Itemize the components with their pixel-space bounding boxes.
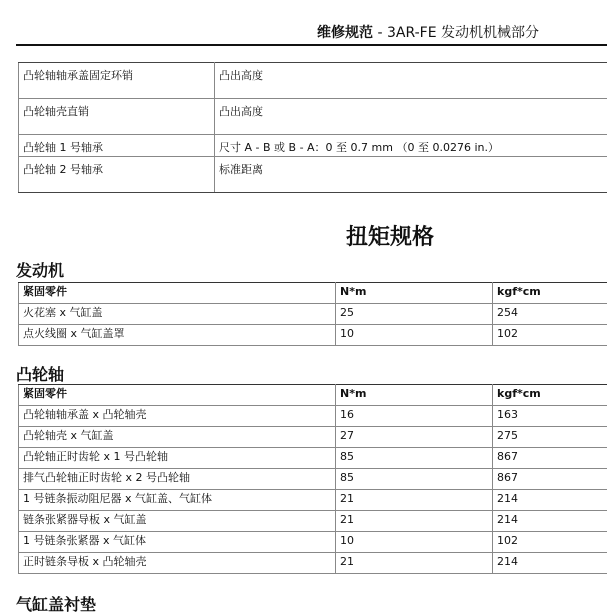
- spec-part: 凸轮轴壳直销: [19, 99, 215, 135]
- table-row: [19, 490, 607, 511]
- table-row: [19, 63, 607, 99]
- cell-nm: 10: [336, 532, 493, 553]
- header-title: 维修规范: [317, 25, 373, 41]
- column-header-part: 紧固零件: [19, 283, 336, 304]
- cell-nm: 27: [336, 427, 493, 448]
- cutoff-section-title: 气缸盖衬垫: [16, 592, 96, 615]
- cell-kgf: 254: [493, 304, 607, 325]
- cell-part: 火花塞 x 气缸盖: [19, 304, 336, 325]
- spec-table: [18, 62, 607, 193]
- table-row: [19, 448, 607, 469]
- page-header: [317, 22, 539, 42]
- cell-kgf: 214: [493, 553, 607, 574]
- cell-nm: 16: [336, 406, 493, 427]
- group-title-engine: 发动机: [16, 258, 64, 281]
- cell-nm: 21: [336, 553, 493, 574]
- table-row: [19, 532, 607, 553]
- spec-part: 凸轮轴 2 号轴承: [19, 157, 215, 193]
- spec-value: 标准距离: [215, 157, 607, 193]
- cell-part: 链条张紧器导板 x 气缸盖: [19, 511, 336, 532]
- cell-part: 凸轮轴轴承盖 x 凸轮轴壳: [19, 406, 336, 427]
- table-row: [19, 427, 607, 448]
- cell-part: 凸轮轴壳 x 气缸盖: [19, 427, 336, 448]
- table-header-row: [19, 283, 607, 304]
- spec-value: 凸出高度: [215, 99, 607, 135]
- cell-nm: 85: [336, 469, 493, 490]
- column-header-kgf: kgf*cm: [493, 385, 607, 406]
- cell-kgf: 102: [493, 325, 607, 346]
- table-row: [19, 99, 607, 135]
- cell-kgf: 275: [493, 427, 607, 448]
- table-row: [19, 325, 607, 346]
- spec-part: 凸轮轴轴承盖固定环销: [19, 63, 215, 99]
- cell-nm: 85: [336, 448, 493, 469]
- column-header-kgf: kgf*cm: [493, 283, 607, 304]
- torque-table-engine: [18, 282, 607, 346]
- cell-part: 点火线圈 x 气缸盖罩: [19, 325, 336, 346]
- torque-table-camshaft: [18, 384, 607, 574]
- cell-part: 凸轮轴正时齿轮 x 1 号凸轮轴: [19, 448, 336, 469]
- cell-kgf: 867: [493, 469, 607, 490]
- table-row: [19, 553, 607, 574]
- table-header-row: [19, 385, 607, 406]
- header-rule: [16, 44, 607, 46]
- cell-nm: 21: [336, 490, 493, 511]
- table-row: [19, 469, 607, 490]
- cell-part: 1 号链条振动阻尼器 x 气缸盖、气缸体: [19, 490, 336, 511]
- cell-part: 1 号链条张紧器 x 气缸体: [19, 532, 336, 553]
- cell-part: 正时链条导板 x 凸轮轴壳: [19, 553, 336, 574]
- table-row: [19, 304, 607, 325]
- table-row: [19, 511, 607, 532]
- cell-part: 排气凸轮轴正时齿轮 x 2 号凸轮轴: [19, 469, 336, 490]
- spec-value: 尺寸 A - B 或 B - A：0 至 0.7 mm （0 至 0.0276 in.）: [215, 135, 607, 157]
- cell-kgf: 102: [493, 532, 607, 553]
- group-title-camshaft: 凸轮轴: [16, 362, 64, 385]
- table-row: [19, 135, 607, 157]
- column-header-part: 紧固零件: [19, 385, 336, 406]
- spec-value: 凸出高度: [215, 63, 607, 99]
- header-separator: -: [377, 25, 382, 41]
- section-title: 扭矩规格: [0, 220, 607, 251]
- column-header-nm: N*m: [336, 283, 493, 304]
- cell-nm: 25: [336, 304, 493, 325]
- cell-nm: 21: [336, 511, 493, 532]
- cell-kgf: 163: [493, 406, 607, 427]
- column-header-nm: N*m: [336, 385, 493, 406]
- cell-kgf: 867: [493, 448, 607, 469]
- spec-part: 凸轮轴 1 号轴承: [19, 135, 215, 157]
- table-row: [19, 157, 607, 193]
- table-row: [19, 406, 607, 427]
- cell-kgf: 214: [493, 511, 607, 532]
- cell-kgf: 214: [493, 490, 607, 511]
- cell-nm: 10: [336, 325, 493, 346]
- header-subtitle: 3AR-FE 发动机机械部分: [387, 25, 539, 41]
